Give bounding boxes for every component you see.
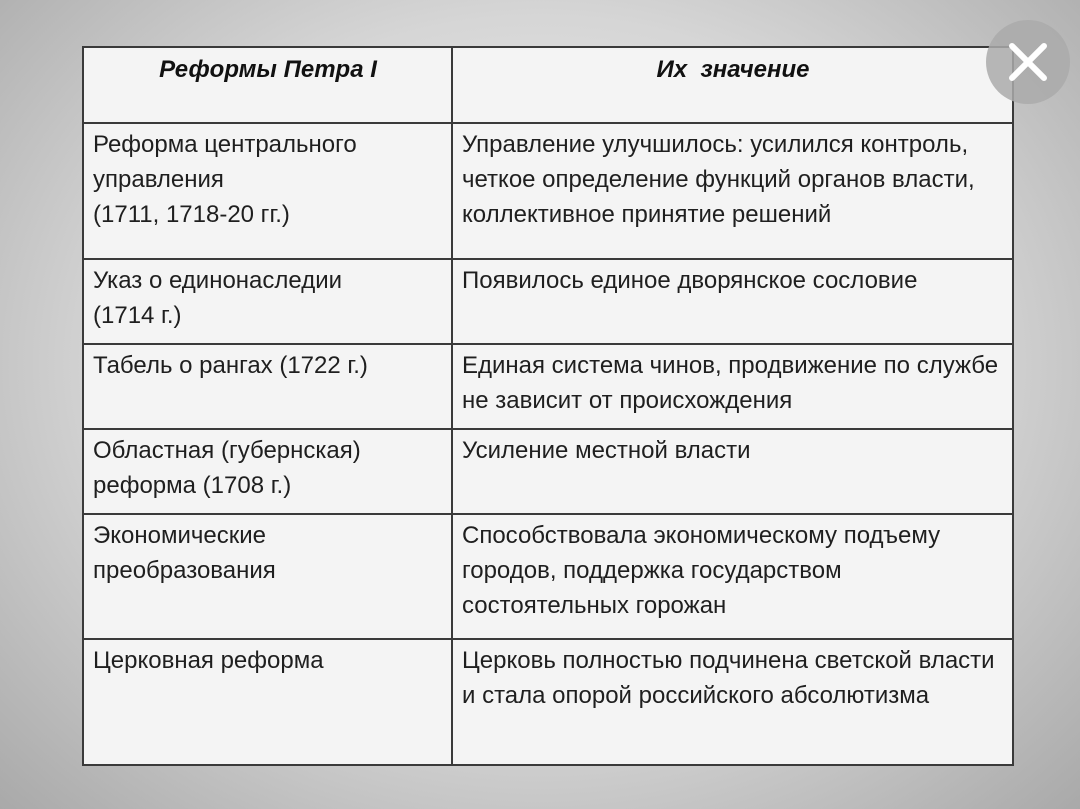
reform-cell: Реформа центрального управления (1711, 1718-20 гг.): [83, 123, 452, 259]
header-reforms: Реформы Петра I: [83, 47, 452, 123]
table-row: [83, 639, 1013, 765]
reform-cell: Указ о единонаследии (1714 г.): [83, 259, 452, 344]
meaning-cell: Способствовала экономическому подъему городов, поддержка государством состоятельных горожан: [452, 514, 1013, 639]
reforms-table: [82, 46, 1014, 766]
meaning-cell: Появилось единое дворянское сословие: [452, 259, 1013, 344]
table-row: [83, 514, 1013, 639]
table-row: [83, 123, 1013, 259]
reform-cell: Экономические преобразования: [83, 514, 452, 639]
meaning-cell: Единая система чинов, продвижение по службе не зависит от происхождения: [452, 344, 1013, 429]
meaning-cell: Управление улучшилось: усилился контроль, четкое определение функций органов власти, коллективное принятие решений: [452, 123, 1013, 259]
table-row: [83, 429, 1013, 514]
close-icon: [1006, 40, 1050, 84]
close-button[interactable]: [986, 20, 1070, 104]
table-row: [83, 259, 1013, 344]
reform-cell: Церковная реформа: [83, 639, 452, 765]
table-header-row: [83, 47, 1013, 123]
reform-cell: Областная (губернская) реформа (1708 г.): [83, 429, 452, 514]
header-meaning: Их значение: [452, 47, 1013, 123]
meaning-cell: Усиление местной власти: [452, 429, 1013, 514]
meaning-cell: Церковь полностью подчинена светской власти и стала опорой российского абсолютизма: [452, 639, 1013, 765]
reform-cell: Табель о рангах (1722 г.): [83, 344, 452, 429]
table-row: [83, 344, 1013, 429]
